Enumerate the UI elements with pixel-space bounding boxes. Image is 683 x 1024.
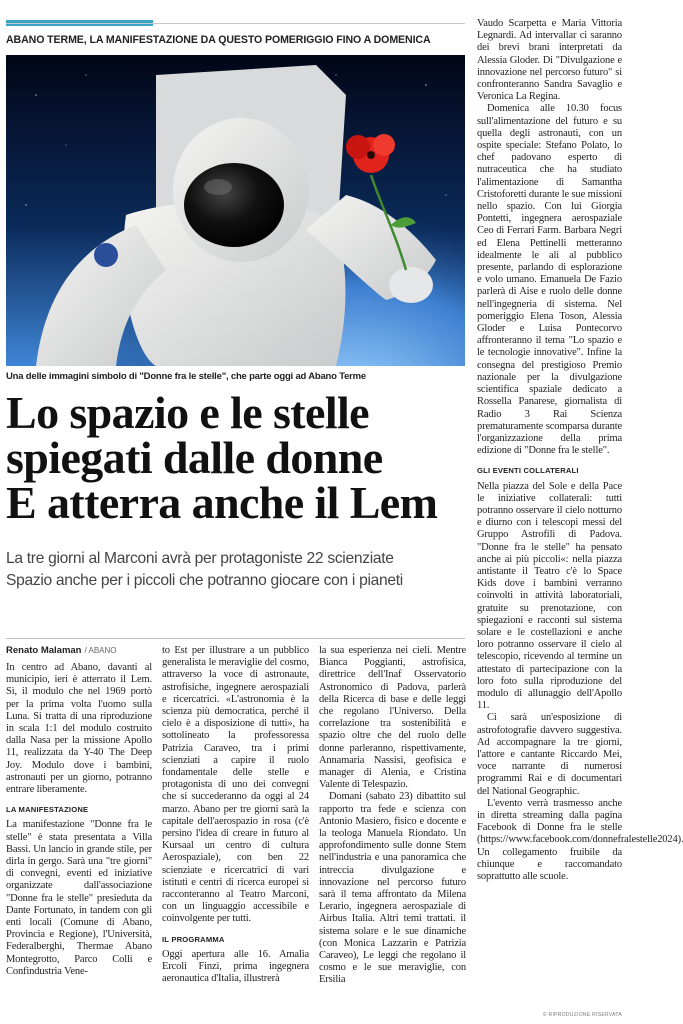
article-column-4 (477, 18, 683, 883)
paragraph: Domenica alle 10.30 focus sull'alimentazione del futuro e su quella degli astronauti, con un ospite speciale: Stefano Polato, lo chef padovano esperto di nutraceutica che ha studiato l'alimentazione di Samantha Cristoforetti durante le sue missioni nello spazio. Con lui Giorgia Pontetti, ingegnera aerospaziale Ceo di Ferrari Farm. Barbara Negri ed Elena Pettinelli metteranno idealmente le ali al pubblico presente, parlando di esplorazione e volo umano. Emanuela De Fazio parlerà di Aise e ruolo delle donne nell'ingegneria di sistema. Nel pomeriggio Elena Toson, Alessia Gloder e Luisa Pontecorvo affronteranno il tema "Lo spazio e le tecnologie innovative". Infine la consegna del prestigioso Premio nazionale per la divulgazione scientifica spaziale dedicato a Rossella Panarese, giornalista di Radio 3 Rai Scienza prematuramente scomparsa durante l'organizzazione della prima edizione di "Donne fra le stelle". (477, 103, 622, 457)
paragraph: La manifestazione "Donne fra le stelle" è stata presentata a Villa Bassi. Un lancio in grande stile, per dirla in gergo. Sarà una "tre giorni" di convegni, eventi ed iniziative organizzate dall'associazione "Donne fra le stelle" presieduta da Dante Fortunato, in tandem con gli enti locali (Comune di Abano, Provincia e Regione), l'Università, Federalberghi, Thermae Abano Montegrotto, Parco Colli e Confindustria Vene- (6, 819, 152, 977)
headline-line-2: spiegati dalle donne (6, 432, 383, 483)
article-column-3 (319, 645, 466, 987)
section-heading: IL PROGRAMMA (162, 934, 225, 944)
byline-location: / ABANO (84, 646, 117, 655)
paragraph: Nella piazza del Sole e della Pace le iniziative collaterali: tutti potranno osservare il cielo notturno e diurno con i telescopi messi del Gruppo Astrofili di Padova. "Donne fra le stelle" ha pensato anche ai più piccoli«: nella piazza antistante il Teatro c'è lo Space Kids dove i bambini verranno coinvolti in attività laboratoriali, gratuite su prenotazione, con spiegazioni e racconti sul sistema solare e le costellazioni e anche loro potranno osservare il cielo al telescopio, ricevendo al termine un attestato di partecipazione con la loro foto sulla riproduzione del modulo di allunaggio dell'Apollo 11. (477, 480, 622, 712)
subhead-line-2: Spazio anche per i piccoli che potranno giocare con i pianeti (6, 572, 403, 589)
photo-caption: Una delle immagini simbolo di "Donne fra le stelle", che parte oggi ad Abano Terme (6, 371, 367, 382)
headline-line-3: E atterra anche il Lem (6, 477, 438, 528)
article-column-2 (162, 645, 309, 985)
paragraph: Vaudo Scarpetta e Maria Vittoria Legnardi. Ad intervallar ci saranno dei brevi brani interpretati da Alessia Gloder. Di "Divulgazione e innovazione nel percorso futuro" si confronteranno Sandra Savaglio e Veronica La Regina. (477, 18, 622, 103)
section-heading: LA MANIFESTAZIONE (6, 805, 89, 815)
byline (6, 645, 117, 656)
article-subhead (6, 548, 468, 592)
paragraph: Ci sarà un'esposizione di astrofotografie davvero suggestiva. Ad accompagnare la tre giorni, l'attore e cantante Riccardo Mei, voce narrante di numerosi programmi Rai e di documentari del National Geographic. (477, 712, 622, 797)
paragraph: In centro ad Abano, davanti al municipio, ieri è atterrato il Lem. Sì, il modulo che nel 1969 portò per la prima volta l'uomo sulla Luna. Si tratta di una riproduzione in scala 1:1 del modulo costruito dalla Nasa per la missione Apollo 11, realizzata da Y-40 The Deep Joy. Modulo dove i bambini, astronauti per un giorno, potranno entrare liberamente. (6, 662, 152, 796)
article-column-1 (6, 662, 152, 978)
article-kicker: ABANO TERME, LA MANIFESTAZIONE DA QUESTO POMERIGGIO FINO A DOMENICA (6, 34, 431, 46)
paragraph: L'evento verrà trasmesso anche in diretta streaming dalla pagina Facebook di Donne fra le stelle (https://www.facebook.com/donnefralestelle2024). Un collegamento fruibile da chiunque e raccomandato soprattutto alle scuole. (477, 797, 683, 883)
section-heading: GLI EVENTI COLLATERALI (477, 466, 579, 476)
byline-author: Renato Malaman (6, 645, 82, 656)
headline-line-1: Lo spazio e le stelle (6, 387, 369, 438)
astronaut-photo (6, 55, 465, 366)
byline-divider (6, 638, 465, 639)
paragraph: Oggi apertura alle 16. Amalia Ercoli Finzi, prima ingegnera aeronautica d'Italia, illustrerà (162, 948, 309, 985)
copyright-notice: © RIPRODUZIONE RISERVATA (542, 1012, 622, 1018)
paragraph: Domani (sabato 23) dibattito sul rapporto tra fede e scienza con Antonio Masiero, fisico e docente e la teologa Manuela Riondato. Un approfondimento sulle donne Stem nell'industria e una panoramica che intreccia divulgazione e innovazione nel percorso futuro sarà il tema affrontato da Milena Lerario, ingegnera aerospaziale di Airbus Italia. Altri temi trattati. il sistema solare e le sue dinamiche (con Monica Lazzarin e Patrizia Caraveo), Le leggi che regolano il cosmo e le sue meraviglie, con Ersilia (319, 791, 466, 986)
section-divider (6, 23, 465, 24)
article-headline (6, 387, 468, 528)
paragraph: to Est per illustrare a un pubblico generalista le meraviglie del cosmo, attraverso la voce di astronaute, astrofisiche, ingegnere aerospaziali e ricercatrici. «L'astronomia è la scienza più democratica, perché il cielo è a disposizione di tutti», ha sottolineato la professoressa Patrizia Caraveo, tra i primi scienziati a capire il ruolo fondamentale delle stelle e protagonista di uno dei convegni che si succederanno da oggi al 24 marzo. Abano per tre giorni sarà la capitale dell'aerospazio in rosa (c'è persino l'idea di creare in futuro al Kursaal un centro di cultura Aerospaziale), con ben 22 scienziate e ricercatrici di vari istituti e centri di ricerca europei si racconteranno al Teatro Marconi, con un linguaggio accessibile e coinvolgente per tutti. (162, 645, 309, 925)
paragraph: la sua esperienza nei cieli. Mentre Bianca Poggianti, astrofisica, direttrice dell'Inaf Osservatorio Astronomico di Padova, parlerà della Ricerca di base e delle leggi che regolano l'Universo. Della correlazione tra sostenibilità e spazio oltre che del ruolo delle donne parleranno, rispettivamente, Annamaria Nassisi, geofisica e manager di Alenia, e Cristina Valente di Telespazio. (319, 645, 466, 791)
subhead-line-1: La tre giorni al Marconi avrà per protagoniste 22 scienziate (6, 550, 394, 567)
